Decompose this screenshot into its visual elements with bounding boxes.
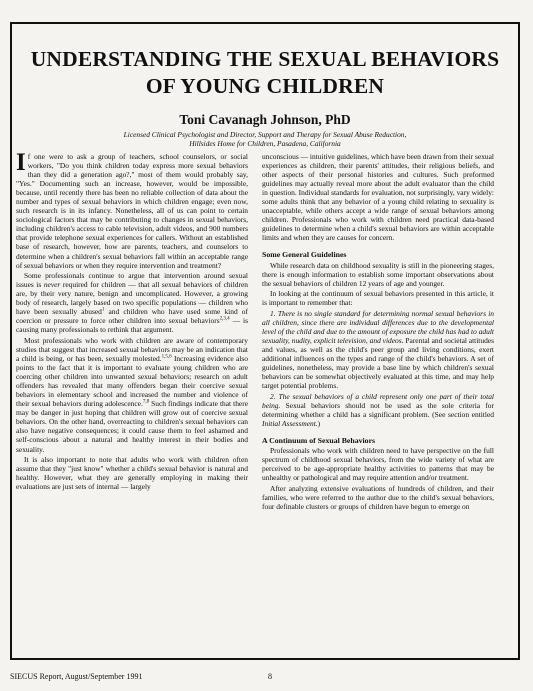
paragraph: Most professionals who work with children are aware of contemporary studies that suggest that increased sexual behaviors may be an indication that a child is being, or has been, sexually molested.$^{1,5,6}$ Increasing evidence also points to the fact that it is important to evaluate young children who are coercing other children into unwanted sexual behaviors; research on adult offenders has revealed that many offenders began their coercive sexual behaviors in elementary school and increased the number and violence of their sexual behaviors during adolescence.$^{7,8}$ Such findings indicate that there may be danger in just hoping that children will grow out of coercive sexual behaviors. On the other hand, overreacting to children's sexual behaviors can also have negative consequences; it could cause them to feel ashamed and self-conscious about a natural and healthy interest in their bodies and sexuality. bbox=[16, 335, 249, 454]
page-number: 8 bbox=[268, 672, 272, 681]
author-name: Toni Cavanagh Johnson, PhD bbox=[179, 112, 351, 127]
paragraph: If one were to ask a group of teachers, school counselors, or social workers, "Do you think children today express more sexual behaviors than they did a generation ago?," most of them would probably say, "Yes." Documenting such an increase, however, would be impossible, because, until recently there has been no reliable collection of data about the number and types of sexual behaviors in which children engage; even now, such research is in its infancy. Nonetheless, all of us can point to certain sociological factors that may be contributing to changes in sexual behaviors, including children's access to cable television, adult videos, and 900 numbers that provide telephone sexual experiences for callers. Without an established base of research, however, how are parents, teachers, and counselors to determine when a children's sexual behaviors fall within an acceptable range of sexual behaviors or when they require intervention and treatment? bbox=[16, 149, 248, 270]
section-heading: Some General Guidelines bbox=[262, 250, 347, 260]
paragraph: After analyzing extensive evaluations of hundreds of children, and their families, who were referred to the author due to the child's sexual behaviors, four definable clusters or groups of children have begun to emerge on bbox=[262, 483, 494, 511]
drop-cap: I bbox=[16, 149, 26, 176]
article-title bbox=[20, 46, 510, 100]
section-heading: A Continuum of Sexual Behaviors bbox=[262, 435, 376, 445]
citation: 1 bbox=[101, 307, 105, 313]
paragraph: It is also important to note that adults who work with children often assume that they "just know" whether a child's sexual behavior is natural and healthy. However, what they are generally employing in making their evaluations are just sets of internal — largely bbox=[16, 455, 248, 492]
paragraph: unconscious — intuitive guidelines, which have been drawn from their sexual experiences as children, their parents' attitudes, their religious beliefs, and other aspects of their personal histories and cultures. Such preformed guidelines may actually reveal more about the adult evaluator than the child in question. Individual standards for evaluation, not surprisingly, vary widely: some adults think that any behavior of a young child relating to sexuality is unacceptable, while others accept a wide range of sexual behaviors among children. Professionals who work with children need practical data-based guidelines to determine when a child's sexual behaviors are within acceptable limits and when they are causes for concern. bbox=[262, 152, 494, 243]
affiliation-line-2: Hillsides Home for Children, Pasadena, California bbox=[189, 139, 341, 148]
left-column bbox=[16, 149, 249, 630]
citation: 2,3,4 bbox=[219, 316, 230, 322]
paragraph: Professionals who work with children need to have perspective on the full spectrum of childhood sexual behaviors, from the wide variety of what are perceived to be age-appropriate healthy activities to patterns that may be unhealthy or pathological and may require attention and/or treatment. bbox=[262, 445, 494, 483]
citation: 7,8 bbox=[142, 399, 150, 405]
title-line-2: OF YOUNG CHILDREN bbox=[145, 74, 385, 98]
paragraph: Some professionals continue to argue that intervention around sexual issues is never required for children — that all sexual behaviors of children are, by their very nature, benign and uncomplicated. However, a growing body of research, largely based on two specific populations — children who have been sexually abused$^1$ and children who have used some kind of coercion or pressure to force other children into sexual behaviors$^{2,3,4}$ — is causing many professionals to rethink that argument. bbox=[16, 271, 249, 335]
body-columns bbox=[16, 149, 494, 630]
paragraph: In looking at the continuum of sexual behaviors presented in this article, it is important to remember that: bbox=[262, 289, 494, 308]
paragraph: 1. There is no single standard for determining normal sexual behaviors in all children, since there are individual differences due to the developmental level of the child and due to the amount of exposure the child has had to adult sexuality, nudity, explicit television, and videos. Parental and societal attitudes and values, as well as the child's peer group and living conditions, exert additional influences on the types and range of the child's behaviors. A set of guidelines, nonetheless, may provide a base line by which children's sexual behaviors can be somewhat objectively evaluated at this time, and may help target potential problems. bbox=[262, 308, 494, 391]
citation: 1,5,6 bbox=[161, 354, 172, 360]
author-affiliation bbox=[12, 130, 518, 148]
title-line-1: UNDERSTANDING THE SEXUAL BEHAVIORS bbox=[30, 47, 500, 71]
affiliation-line-1: Licensed Clinical Psychologist and Director, Support and Therapy for Sexual Abuse Reduction, bbox=[123, 130, 407, 139]
paragraph: 2. The sexual behaviors of a child represent only one part of their total being. Sexual behaviors should not be used as the sole criteria for determining whether a child has a significant problem. (See section entitled Initial Assessment.) bbox=[262, 391, 494, 428]
paragraph: While research data on childhood sexuality is still in the pioneering stages, there is enough information to establish some important observations about the sexual behaviors of children 12 years of age and younger. bbox=[262, 260, 494, 288]
right-column bbox=[262, 152, 494, 630]
publication-info: SIECUS Report, August/September 1991 bbox=[10, 672, 143, 681]
